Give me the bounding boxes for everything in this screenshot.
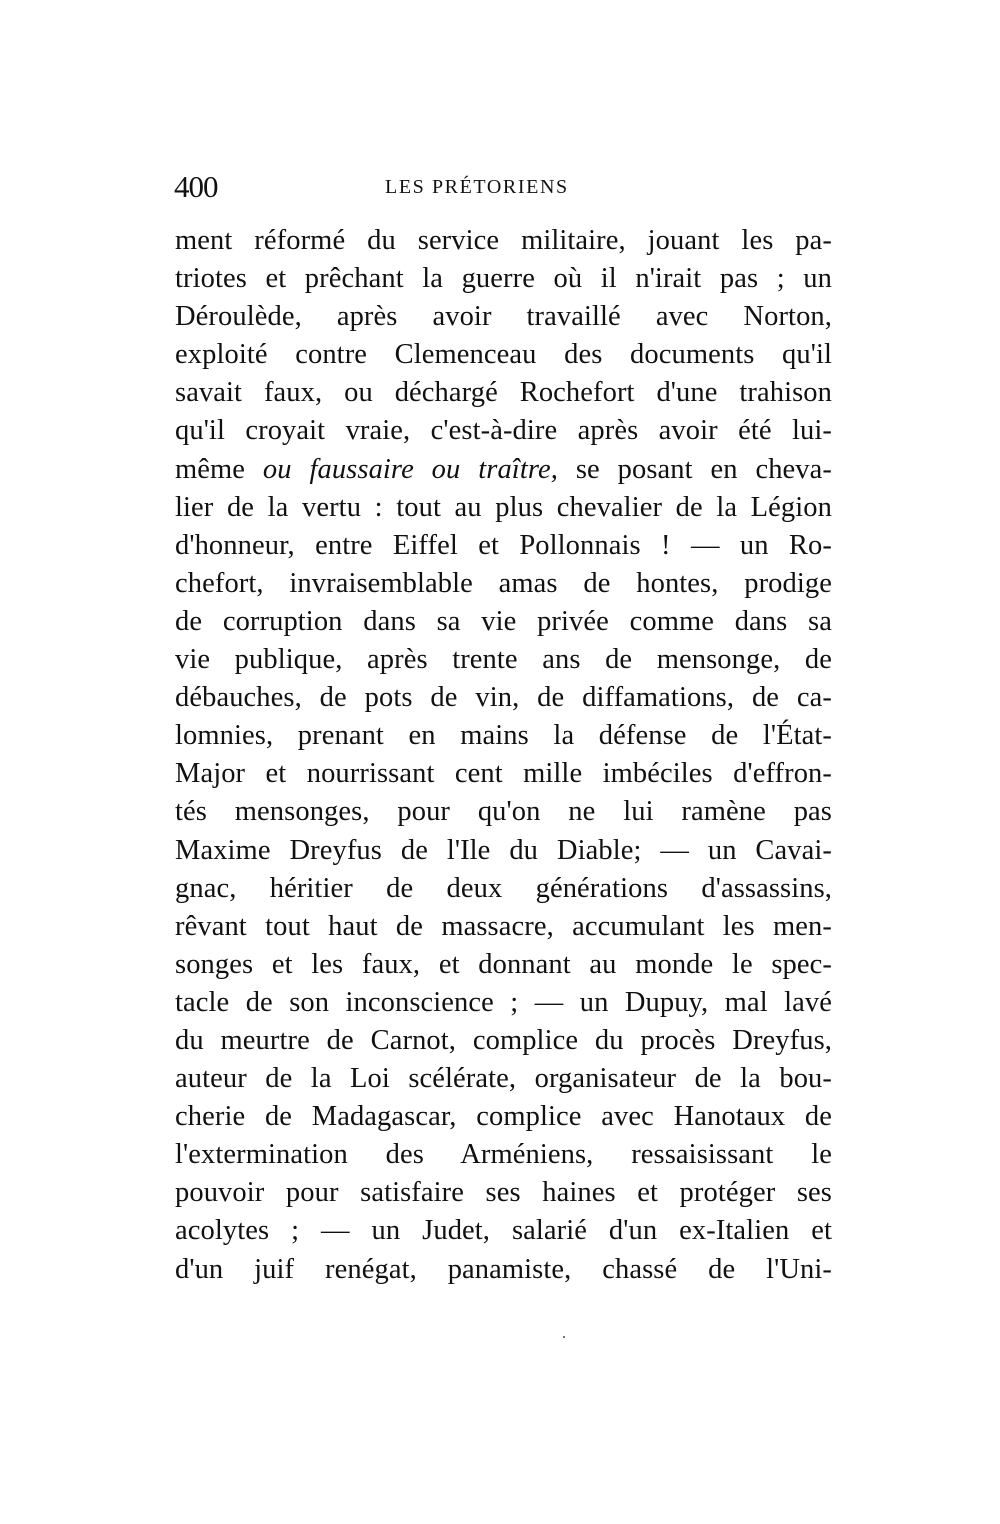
text-line-with-italic [175,451,832,489]
text-line: auteur de la Loi scélérate, organisateur de la bou- [175,1063,832,1095]
text-line: de corruption dans sa vie privée comme dans sa [175,605,832,637]
running-head [174,170,832,204]
text-line: Major et nourrissant cent mille imbéciles d'effron- [175,758,832,790]
text-line: songes et les faux, et donnant au monde le spec- [175,948,832,980]
text-line: Déroulède, après avoir travaillé avec Norton, [175,301,832,333]
text-line: pouvoir pour satisfaire ses haines et protéger ses [175,1177,832,1209]
text-line: du meurtre de Carnot, complice du procès Dreyfus, [175,1024,832,1056]
text-line: gnac, héritier de deux générations d'assassins, [175,872,832,904]
text-line: vie publique, après trente ans de mensonge, de [175,644,832,676]
text-line: d'un juif renégat, panamiste, chassé de l'Uni- [175,1253,832,1285]
text-line: exploité contre Clemenceau des documents qu'il [175,339,832,371]
text-line: chefort, invraisemblable amas de hontes, prodige [175,567,832,599]
page-number: 400 [174,169,218,204]
text-line: rêvant tout haut de massacre, accumulant les men- [175,910,832,942]
text-line: acolytes ; — un Judet, salarié d'un ex-Italien et [175,1215,832,1247]
text-line: lomnies, prenant en mains la défense de l'État- [175,720,832,752]
text-line: tés mensonges, pour qu'on ne lui ramène pas [175,796,832,828]
text-line: lier de la vertu : tout au plus chevalier de la Légion [175,491,832,523]
print-speck [563,1336,565,1338]
text-line: d'honneur, entre Eiffel et Pollonnais ! — un Ro- [175,529,832,561]
italic-phrase: ou faussaire ou traître, [262,453,558,485]
text-segment: se posant en cheva- [557,453,832,485]
text-line: qu'il croyait vraie, c'est-à-dire après avoir été lui- [175,415,832,447]
text-line: ment réformé du service militaire, jouant les pa- [175,225,832,256]
text-line: tacle de son inconscience ; — un Dupuy, mal lavé [175,986,832,1018]
text-line: triotes et prêchant la guerre où il n'irait pas ; un [175,263,832,295]
body-text [175,222,832,1289]
text-line: l'extermination des Arméniens, ressaisissant le [175,1139,832,1171]
text-segment: même [175,453,263,485]
text-line: Maxime Dreyfus de l'Ile du Diable; — un Cavai- [175,834,832,866]
running-title: LES PRÉTORIENS [385,176,569,198]
text-line: débauches, de pots de vin, de diffamations, de ca- [175,682,832,714]
text-line: savait faux, ou déchargé Rochefort d'une trahison [175,377,832,409]
text-line: cherie de Madagascar, complice avec Hanotaux de [175,1101,832,1133]
